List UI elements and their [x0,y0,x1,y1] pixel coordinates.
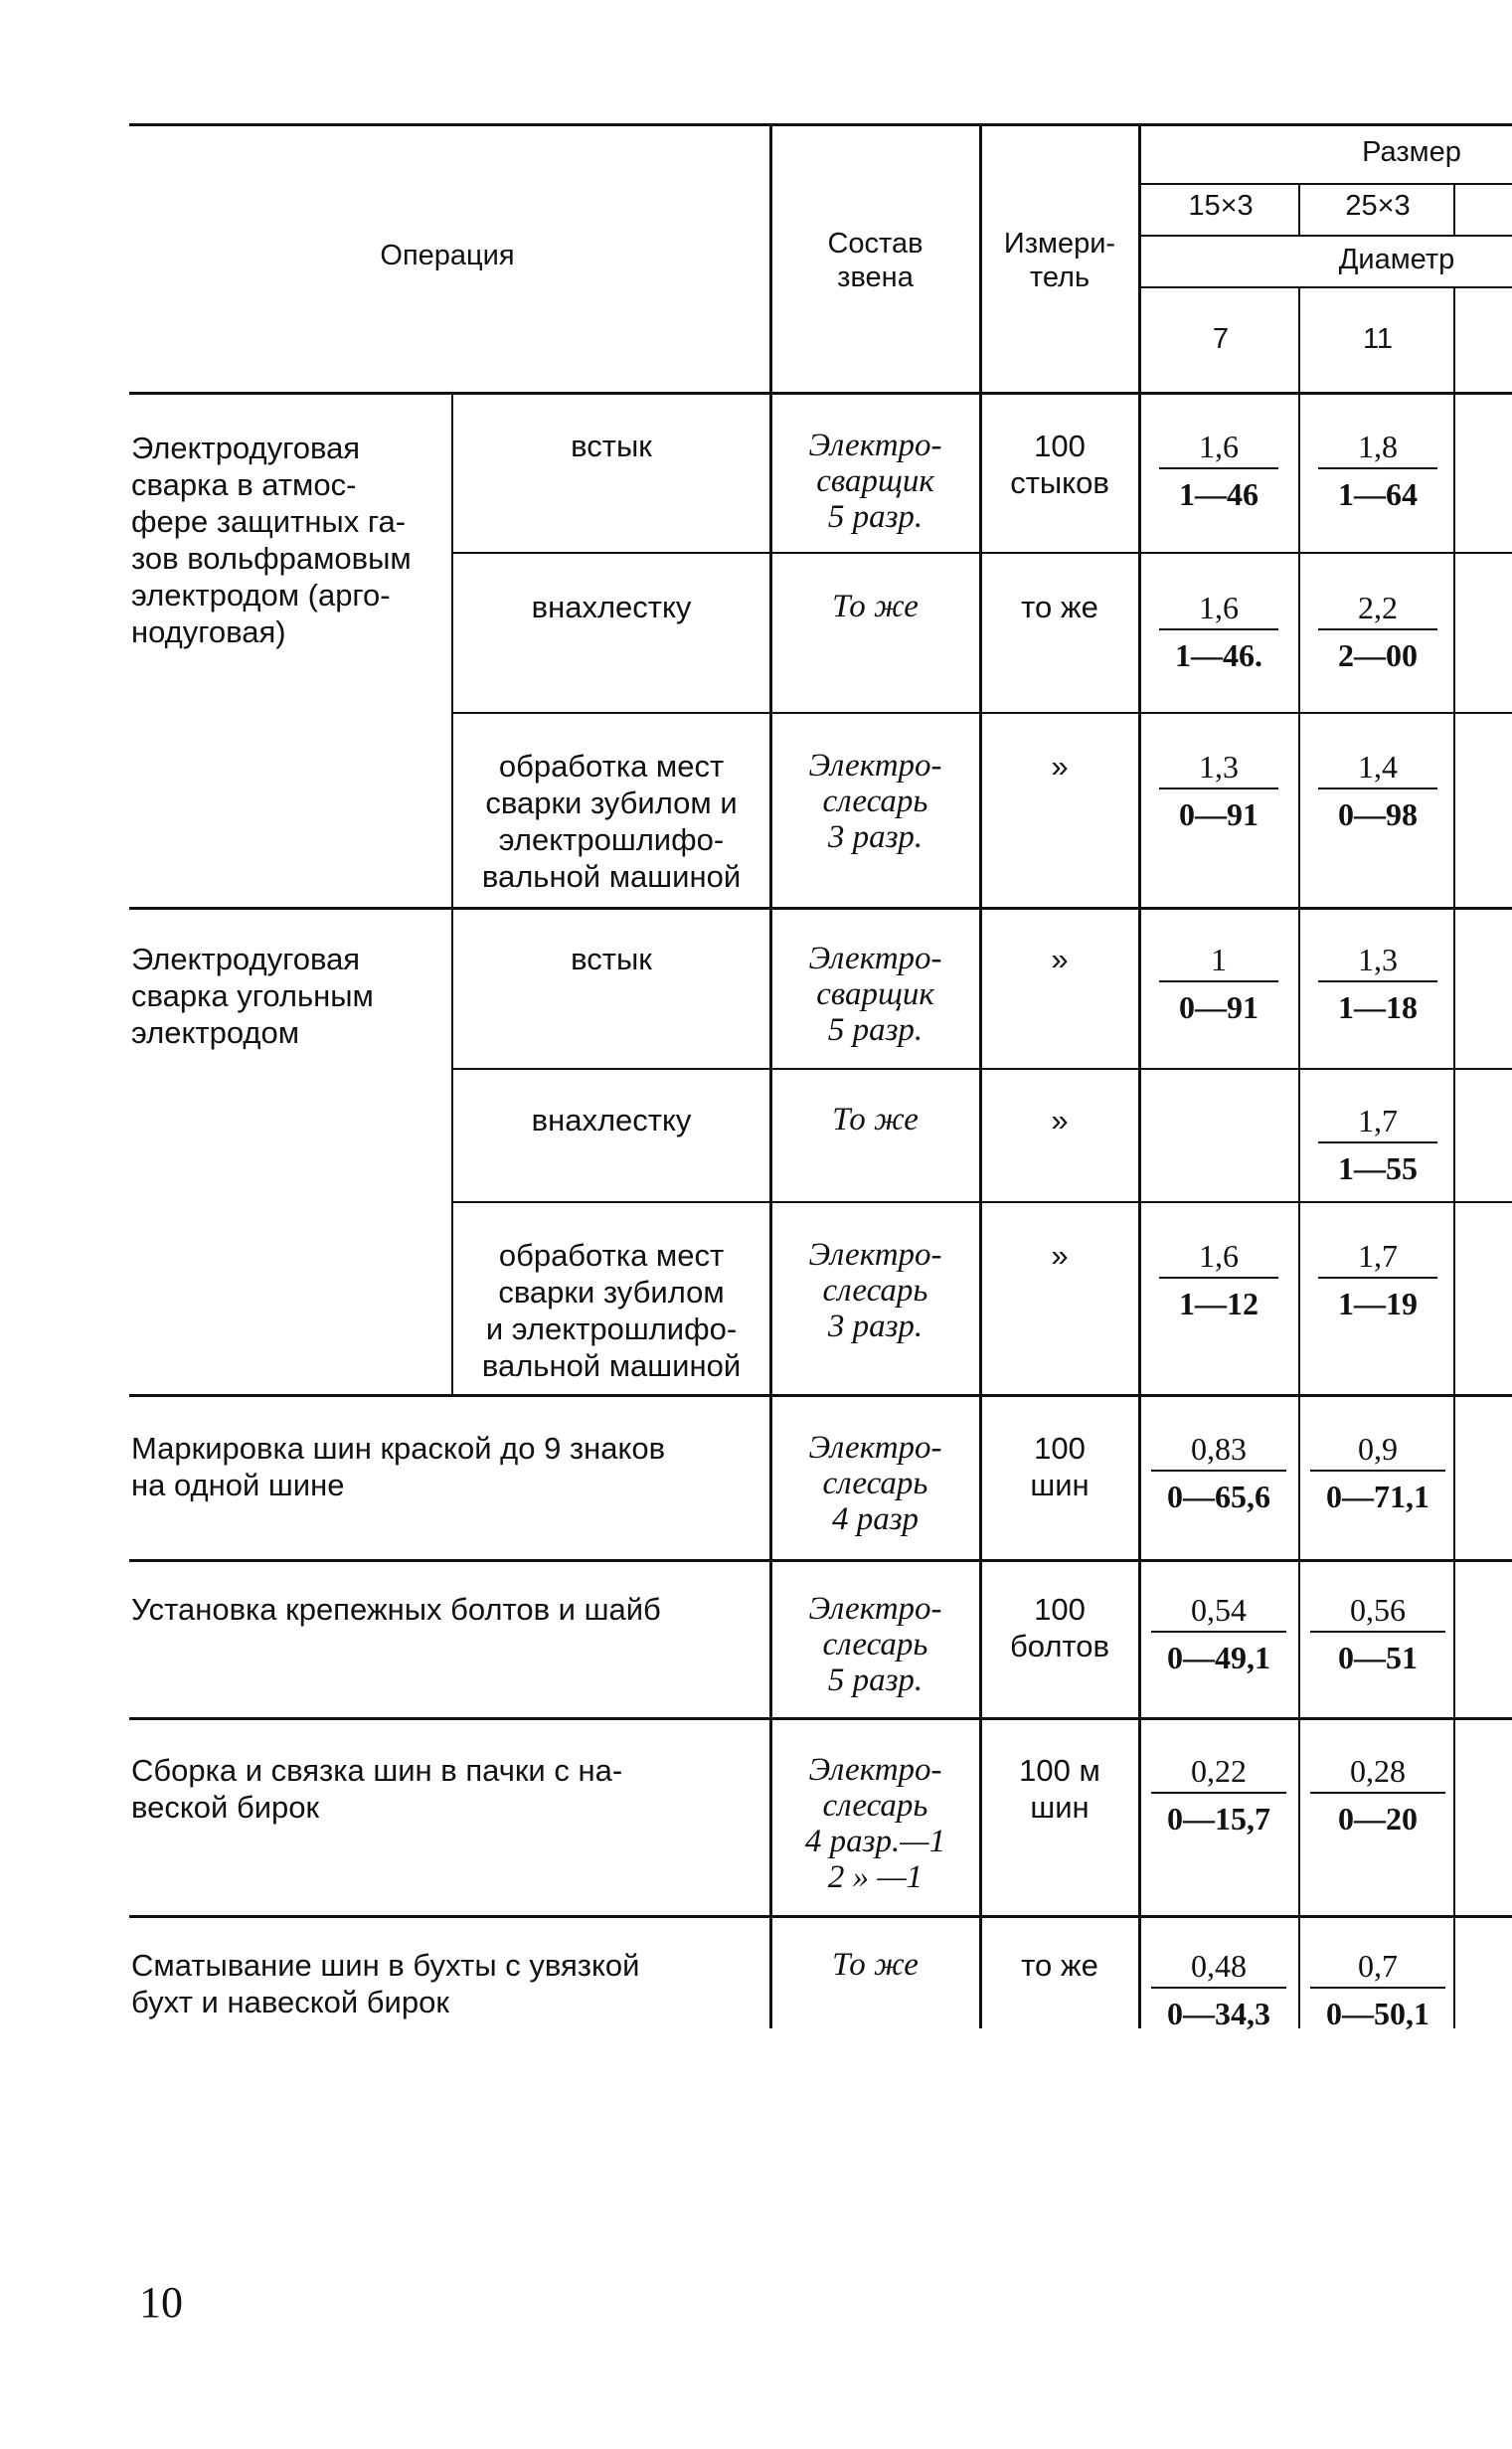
fraction-bar [1151,1792,1286,1794]
header-bottom-rule [129,392,1512,395]
row-operation: Маркировка шин краской до 9 знаков на одной шине [131,1431,666,1502]
value-denominator: 1—18 [1338,989,1418,1025]
value-numerator: 1,6 [1199,1238,1239,1274]
fraction-bar [1318,1141,1437,1143]
row-crew: Электро- сварщик 5 разр. [808,941,942,1048]
value-numerator: 0,9 [1358,1431,1398,1467]
fraction-bar [1318,1277,1437,1279]
value-15x3 [1151,1947,1286,2032]
rule-row9 [129,1915,1512,1918]
value-denominator: 0—51 [1338,1640,1418,1675]
value-numerator: 1,6 [1199,429,1239,464]
value-denominator: 1—55 [1338,1150,1418,1186]
fraction-bar [1318,628,1437,630]
value-denominator: 1—46. [1175,637,1262,673]
value-25x3 [1310,1752,1445,1837]
rule-size-subheader [1140,183,1512,185]
vline-crew [769,125,772,2028]
fraction-bar [1159,1277,1278,1279]
vline-size2 [1298,183,1300,237]
row-operation: Сборка и связка шин в пачки с на- веской бирок [131,1753,623,1825]
value-15x3 [1151,1591,1286,1676]
row-crew: Электро- слесарь 3 разр. [808,1237,942,1344]
header-unit: Измери- тель [1003,228,1116,293]
vline-size3-b [1453,286,1455,2028]
row-unit: 100 шин [1030,1431,1090,1502]
row-unit: » [1051,1103,1069,1137]
fraction-bar [1151,1631,1286,1633]
rule-diameter-bottom [1140,286,1512,288]
value-denominator: 0—71,1 [1326,1479,1429,1514]
group-carbon-arc: Электродуговая сварка угольным электродом [131,942,374,1050]
fraction-bar [1151,1987,1286,1989]
fraction-bar [1310,1792,1445,1794]
value-25x3 [1310,1947,1445,2032]
fraction-bar [1151,1470,1286,1472]
row-operation: Сматывание шин в бухты с увязкой бухт и навеской бирок [131,1948,640,2019]
value-25x3 [1318,941,1437,1026]
value-denominator: 1—46 [1179,476,1259,512]
rule-row8 [129,1717,1512,1720]
row-operation: Установка крепежных болтов и шайб [131,1592,661,1627]
value-numerator: 0,7 [1358,1948,1398,1984]
value-25x3 [1318,589,1437,674]
value-numerator: 1,3 [1358,942,1398,977]
value-numerator: 0,83 [1191,1431,1247,1467]
value-denominator: 0—34,3 [1167,1996,1270,2031]
value-25x3 [1310,1430,1445,1515]
rule-row7 [129,1559,1512,1562]
value-15x3 [1159,941,1278,1026]
value-denominator: 0—50,1 [1326,1996,1429,2031]
value-numerator: 0,28 [1350,1753,1406,1789]
value-numerator: 1,3 [1199,749,1239,785]
vline-size3 [1453,183,1455,237]
row-sub-label: обработка мест сварки зубилом и электрошлифо- вальной машиной [481,1238,742,1383]
value-numerator: 2,2 [1358,590,1398,625]
row-sub-label: внахлестку [531,1103,692,1137]
fraction-bar [1310,1470,1445,1472]
header-size: Размер [1362,136,1461,168]
fraction-bar [1159,980,1278,982]
fraction-bar [1318,467,1437,469]
value-numerator: 0,56 [1350,1592,1406,1628]
header-size-25x3: 25×3 [1345,190,1411,222]
row-unit: 100 стыков [1010,429,1109,500]
value-numerator: 0,48 [1191,1948,1247,1984]
value-denominator: 2—00 [1338,637,1418,673]
row-sub-label: обработка мест сварки зубилом и электрошлифо- вальной машиной [481,749,742,894]
value-15x3 [1151,1430,1286,1515]
value-15x3 [1159,589,1278,674]
value-denominator: 1—64 [1338,476,1418,512]
value-15x3 [1151,1752,1286,1837]
row-crew: То же [832,1102,919,1137]
value-numerator: 1,7 [1358,1238,1398,1274]
fraction-bar [1310,1987,1445,1989]
fraction-bar [1310,1631,1445,1633]
header-crew: Состав звена [827,228,924,293]
value-numerator: 1 [1211,942,1227,977]
vline-size2-b [1298,286,1300,2028]
header-diameter-7: 7 [1212,323,1230,355]
value-denominator: 1—12 [1179,1286,1259,1321]
row-crew: То же [832,589,919,624]
header-size-15x3: 15×3 [1188,190,1254,222]
row-unit: то же [1021,1948,1098,1983]
fraction-bar [1318,980,1437,982]
table-top-rule [129,123,1512,126]
header-diameter: Диаметр [1338,244,1455,275]
value-15x3 [1159,1237,1278,1322]
row-crew: Электро- слесарь 4 разр.—1 2 » —1 [804,1752,946,1895]
value-denominator: 0—98 [1338,796,1418,832]
value-25x3 [1310,1591,1445,1676]
row-unit: » [1051,749,1069,784]
value-numerator: 0,22 [1191,1753,1247,1789]
value-25x3 [1318,1237,1437,1322]
value-denominator: 0—65,6 [1167,1479,1270,1514]
value-numerator: 1,8 [1358,429,1398,464]
value-numerator: 1,6 [1199,590,1239,625]
value-denominator: 0—49,1 [1167,1640,1270,1675]
fraction-bar [1159,787,1278,789]
row-unit: » [1051,942,1069,976]
row-crew: Электро- слесарь 3 разр. [808,748,942,855]
row-unit: то же [1021,590,1098,624]
value-numerator: 1,7 [1358,1103,1398,1138]
rule-diameter-top [1140,235,1512,237]
row-crew: То же [832,1947,919,1983]
vline-size1 [1138,125,1141,2028]
row-crew: Электро- слесарь 4 разр [808,1430,942,1537]
row-sub-label: встык [571,942,652,976]
vline-subop [451,394,453,1396]
value-15x3 [1159,748,1278,833]
fraction-bar [1159,467,1278,469]
value-25x3 [1318,428,1437,513]
value-25x3 [1318,1102,1437,1187]
row-sub-label: встык [571,429,652,463]
value-denominator: 0—20 [1338,1801,1418,1837]
value-numerator: 0,54 [1191,1592,1247,1628]
value-denominator: 0—91 [1179,989,1259,1025]
value-denominator: 1—19 [1338,1286,1418,1321]
page-number: 10 [139,2278,183,2327]
group-argon-arc: Электродуговая сварка в атмос- фере защитных га- зов вольфрамовым электродом (арго- нодуговая) [131,431,412,649]
row-unit: 100 м шин [1019,1753,1100,1825]
fraction-bar [1159,628,1278,630]
value-numerator: 1,4 [1358,749,1398,785]
value-denominator: 0—15,7 [1167,1801,1270,1837]
header-diameter-11: 11 [1362,323,1394,355]
row-unit: » [1051,1238,1069,1273]
rule-group1-end [129,907,1512,910]
fraction-bar [1318,787,1437,789]
rule-group2-end [129,1394,1512,1397]
row-crew: Электро- сварщик 5 разр. [808,428,942,535]
row-crew: Электро- слесарь 5 разр. [808,1591,942,1698]
row-sub-label: внахлестку [531,590,692,624]
header-operation: Операция [380,240,515,271]
value-15x3 [1159,428,1278,513]
row-unit: 100 болтов [1010,1592,1109,1663]
value-25x3 [1318,748,1437,833]
value-denominator: 0—91 [1179,796,1259,832]
vline-unit [979,125,982,2028]
